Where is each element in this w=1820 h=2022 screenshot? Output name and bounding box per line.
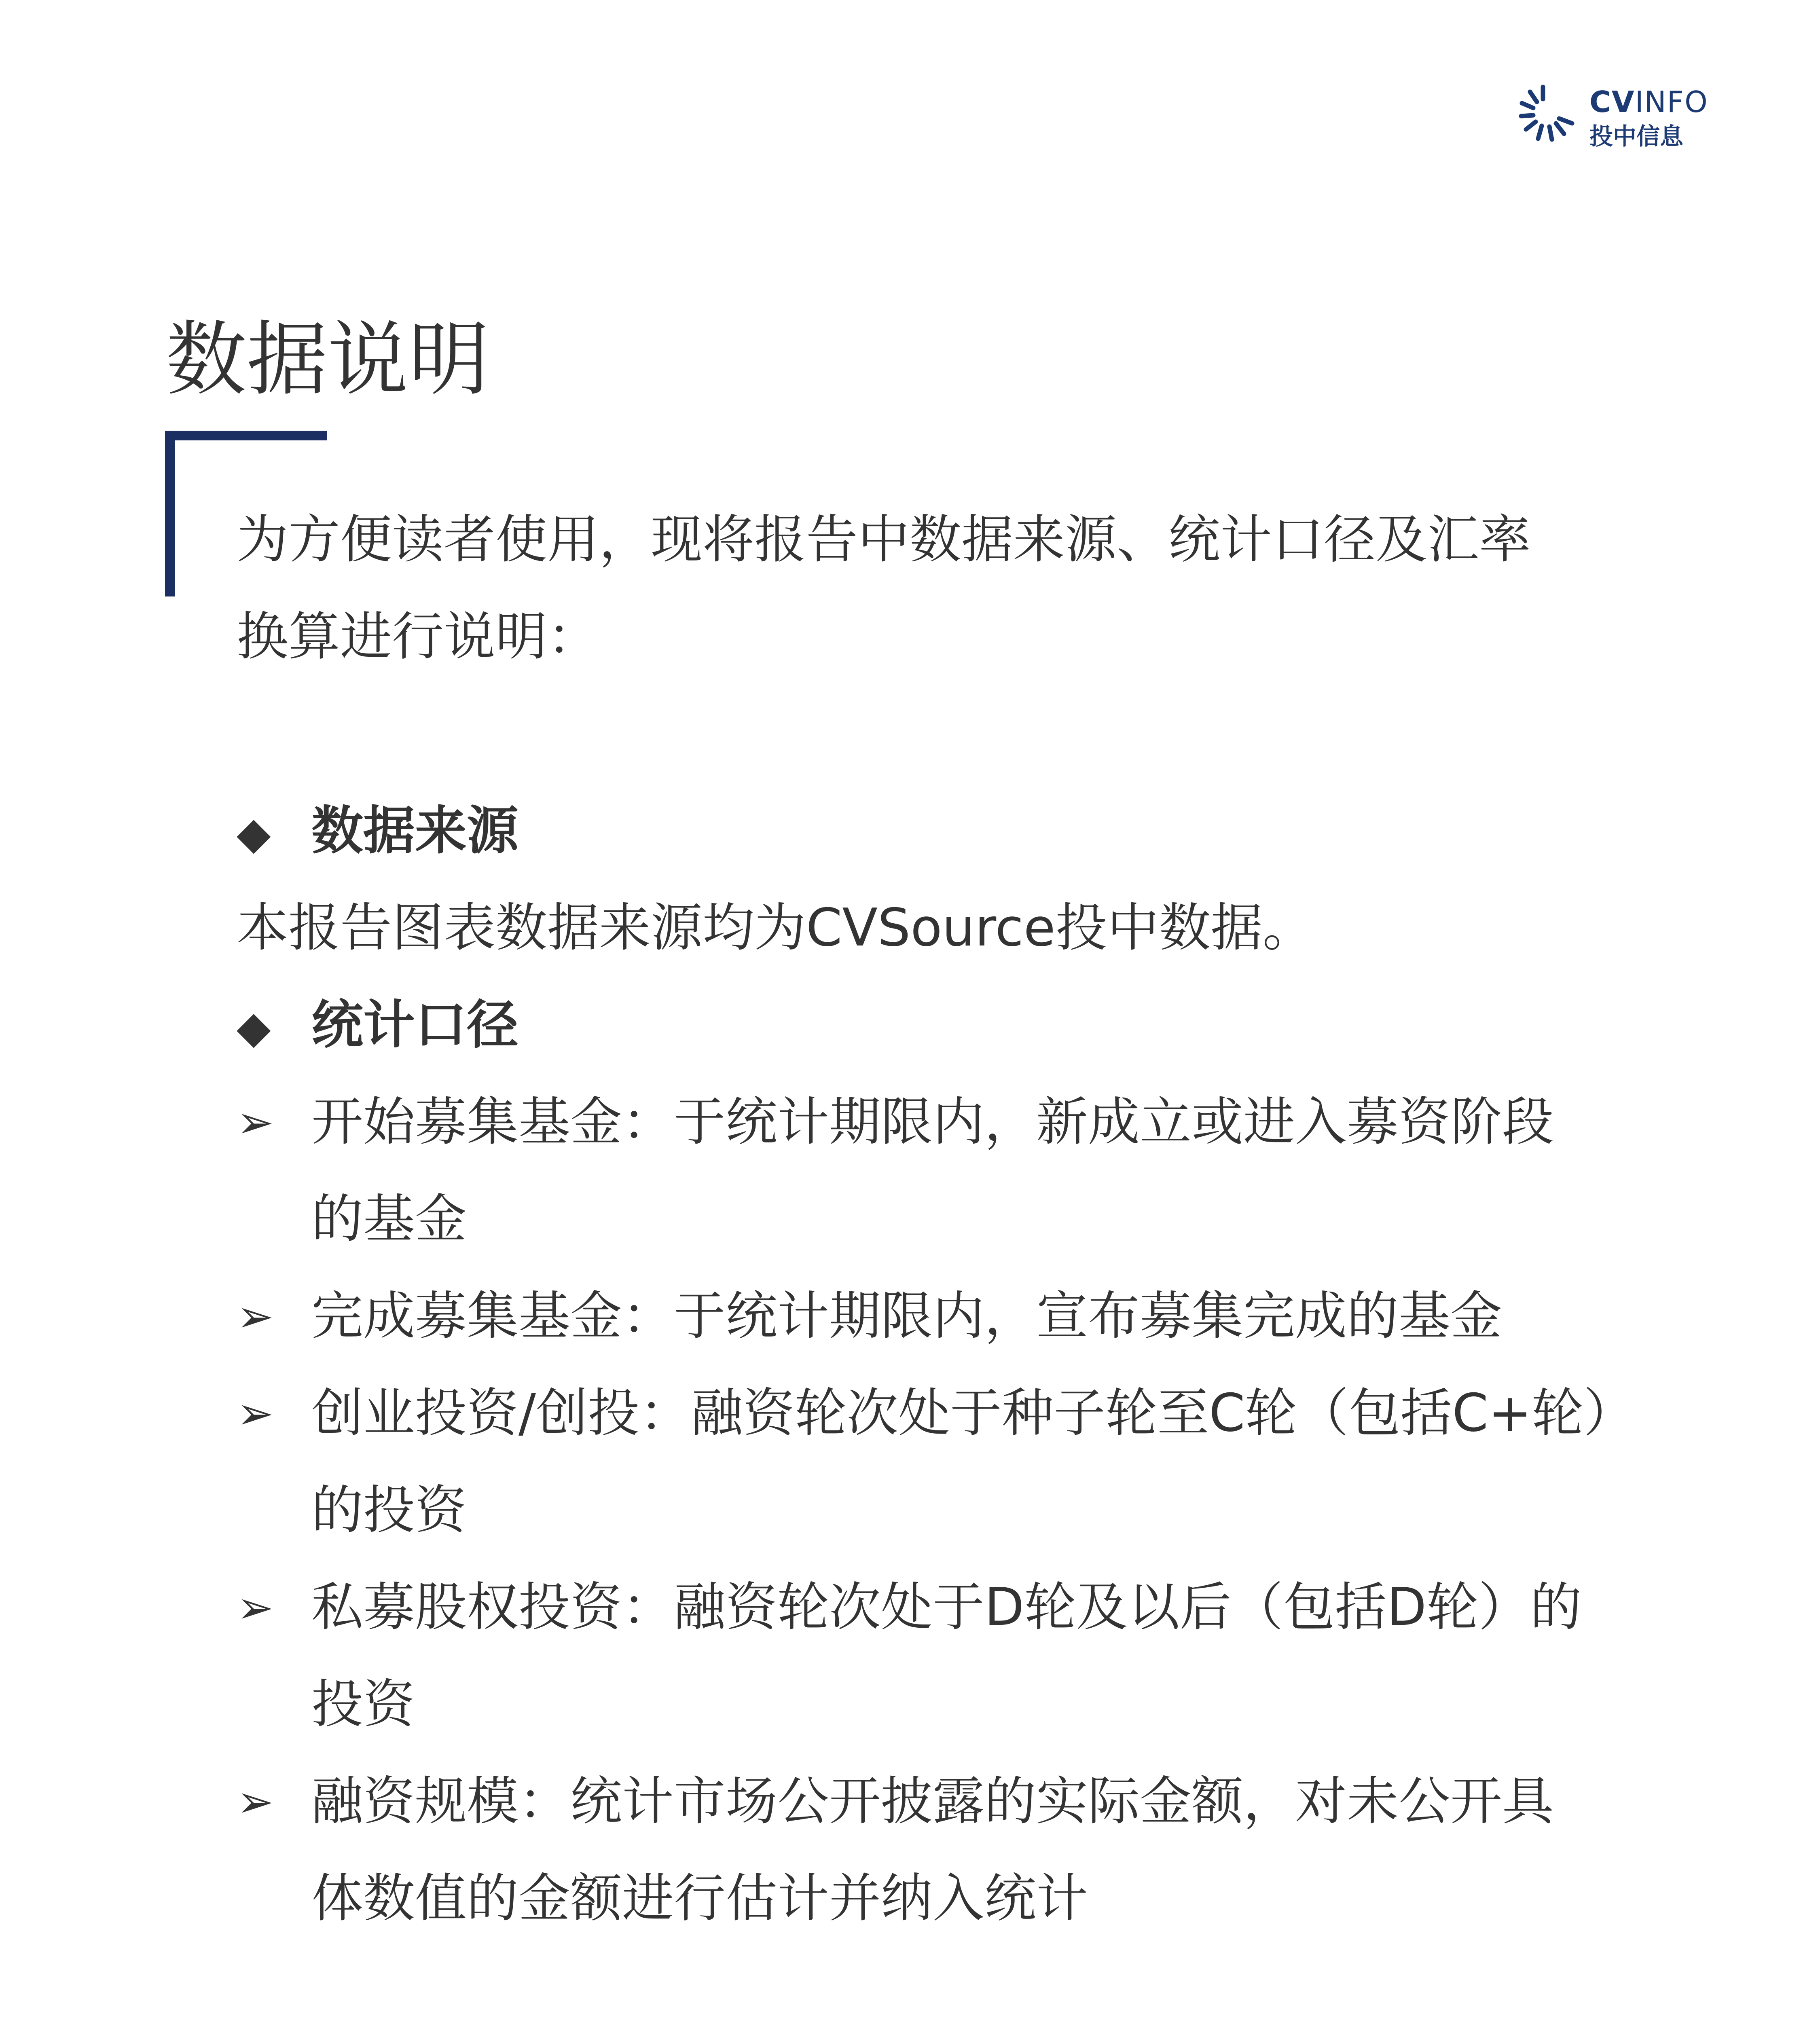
section-source-body: 本报告图表数据来源均为CVSource投中数据。 xyxy=(237,898,1314,958)
section-heading-caliber: ◆ 统计口径 xyxy=(237,977,518,1074)
intro-line-1: 为方便读者使用，现将报告中数据来源、统计口径及汇率 xyxy=(237,510,1531,570)
intro-line-2: 换算进行说明： xyxy=(237,607,599,667)
arrow-bullet-icon: ➢ xyxy=(237,1776,274,1827)
diamond-bullet-icon: ◆ xyxy=(237,1001,271,1053)
arrow-bullet-icon: ➢ xyxy=(237,1387,274,1439)
diamond-bullet-icon: ◆ xyxy=(237,807,271,859)
arrow-bullet-icon: ➢ xyxy=(237,1096,274,1148)
title-bracket-top xyxy=(165,431,327,440)
arrow-bullet-icon: ➢ xyxy=(237,1582,274,1633)
page-title: 数据说明 xyxy=(166,313,490,407)
arrow-bullet-icon: ➢ xyxy=(237,1290,274,1342)
intro-paragraph xyxy=(237,491,1531,685)
company-logo xyxy=(1519,83,1709,148)
title-bracket-left xyxy=(165,431,175,596)
sunburst-logo-icon xyxy=(1519,83,1579,144)
section-heading-source: ◆ 数据来源 xyxy=(237,783,518,880)
logo-text-cn: 投中信息 xyxy=(1589,123,1684,150)
logo-text-en: CVINFO xyxy=(1589,85,1708,119)
